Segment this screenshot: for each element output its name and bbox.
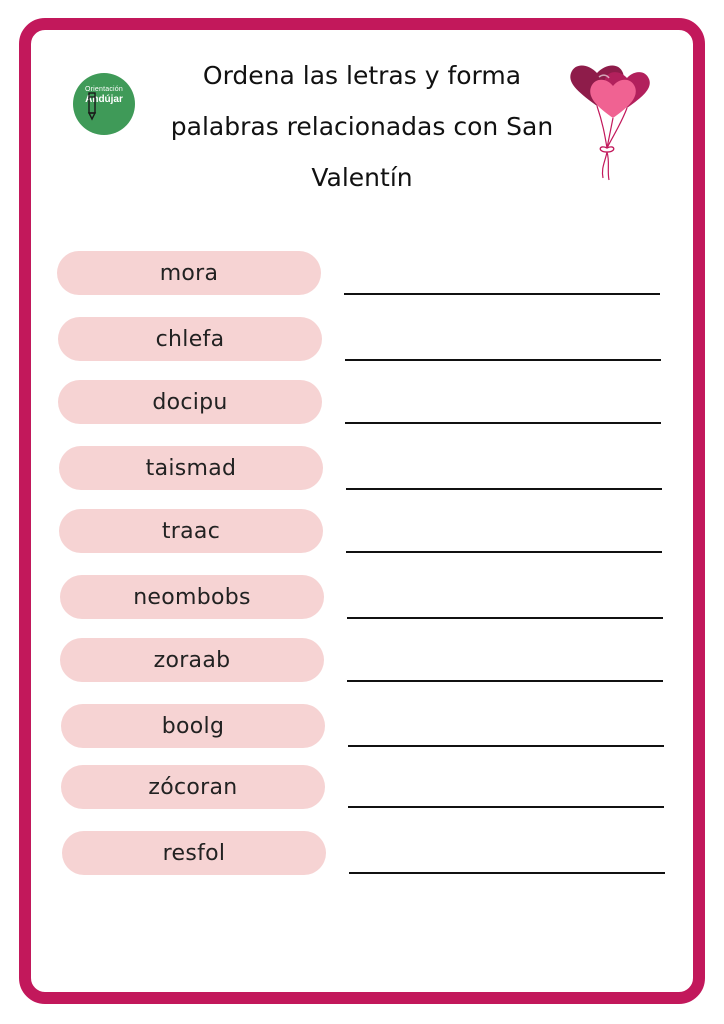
pencil-icon — [87, 91, 97, 121]
answer-line-8[interactable] — [348, 745, 664, 747]
scrambled-word-4: taismad — [59, 446, 323, 490]
scrambled-word-8: boolg — [61, 704, 325, 748]
heart-balloons-icon — [565, 60, 665, 185]
logo-text-top: Orientación — [85, 86, 123, 93]
answer-line-7[interactable] — [347, 680, 663, 682]
page-title: Ordena las letras y forma palabras relacionadas con San Valentín — [170, 61, 554, 192]
answer-line-6[interactable] — [347, 617, 663, 619]
scrambled-word-6: neombobs — [60, 575, 324, 619]
scrambled-word-1: mora — [57, 251, 321, 295]
answer-line-4[interactable] — [346, 488, 662, 490]
scrambled-word-9: zócoran — [61, 765, 325, 809]
scrambled-word-10: resfol — [62, 831, 326, 875]
answer-line-3[interactable] — [345, 422, 661, 424]
answer-line-1[interactable] — [344, 293, 660, 295]
scrambled-word-5: traac — [59, 509, 323, 553]
answer-line-10[interactable] — [349, 872, 665, 874]
answer-line-9[interactable] — [348, 806, 664, 808]
scrambled-word-7: zoraab — [60, 638, 324, 682]
answer-line-5[interactable] — [346, 551, 662, 553]
scrambled-word-3: docipu — [58, 380, 322, 424]
logo — [73, 73, 135, 135]
logo-text-bottom: Andújar — [85, 94, 123, 105]
answer-line-2[interactable] — [345, 359, 661, 361]
scrambled-word-2: chlefa — [58, 317, 322, 361]
